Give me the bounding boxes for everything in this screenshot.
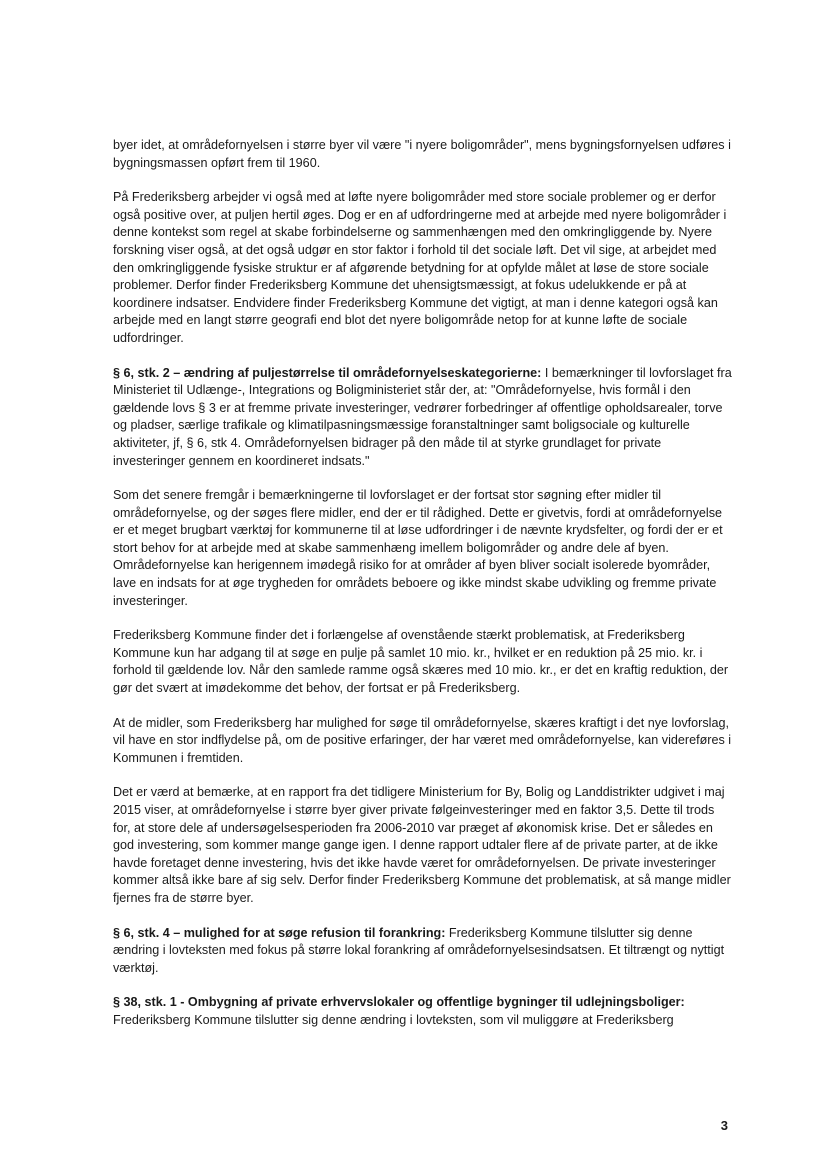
paragraph-6 xyxy=(113,715,735,768)
page-number: 3 xyxy=(720,1118,728,1133)
paragraph-text: Det er værd at bemærke, at en rapport fra det tidligere Ministerium for By, Bolig og Landdistrikter udgivet i maj 2015 viser, at områdefornyelse i større byer giver private følgeinvesteringer med en faktor 3,5. Dette til trods for, at store dele af undersøgelsesperioden fra 2006-2010 var præget af økonomisk krise. Det er således en god investering, som kommer mange gange igen. I denne rapport udtaler flere af de private parter, at de ikke havde foretaget denne investering, hvis det ikke havde været for områdefornyelsen. De private investeringer kommer altså ikke bare af sig selv. Derfor finder Frederiksberg Kommune det problematisk, at så mange midler fjernes fra de større byer. xyxy=(113,785,731,905)
paragraph-8 xyxy=(113,925,735,978)
paragraph-text: At de midler, som Frederiksberg har mulighed for søge til områdefornyelse, skæres kraftigt i det nye lovforslag, vil have en stor indflydelse på, om de positive erfaringer, der har været med områdefornyelse, kan videreføres i Kommunen i fremtiden. xyxy=(113,715,732,765)
section-heading: § 6, stk. 4 – mulighed for at søge refusion til forankring: xyxy=(113,925,446,940)
paragraph-text: På Frederiksberg arbejder vi også med at løfte nyere boligområder med store sociale problemer og er derfor også positive over, at puljen hertil øges. Dog er en af udfordringerne med at arbejde med nyere boligområder i denne kontekst som regel at skabe forbindelserne og sammenhængen med den omkringliggende by. Nyere forskning viser også, at det også udgør en stor faktor i forhold til det sociale løft. Det vil sige, at arbejdet med den omkringliggende fysiske struktur er af afgørende betydning for at opfylde målet at løse de store sociale problemer. Derfor finder Frederiksberg Kommune det uhensigtsmæssigt, at fokus udelukkende er på at koordinere indsatser. Endvidere finder Frederiksberg Kommune det vigtigt, at man i denne kategori også kan arbejde med en langt større geografi end blot det nyere boligområde netop for at kunne løfte de sociale udfordringer. xyxy=(113,190,727,345)
paragraph-text: I bemærkninger til lovforslaget fra Ministeriet til Udlænge-, Integrations og Boligministeriet står der, at: "Områdefornyelse, hvis formål i den gældende lovs § 3 er at fremme private investeringer, vedrører forbedringer af offentlige opholdsarealer, torve og pladser, særlige trafikale og klimatilpasningsmæssige foranstaltninger samt boligsociale og kulturelle aktiviteter, jf, § 6, stk 4. Områdefornyelsen bidrager på den måde til at styrke grundlaget for private investeringer gennem en koordineret indsats." xyxy=(113,365,732,468)
paragraph-2 xyxy=(113,189,735,347)
paragraph-1 xyxy=(113,137,735,172)
paragraph-9 xyxy=(113,994,735,1029)
paragraph-text: Frederiksberg Kommune tilslutter sig denne ændring i lovteksten, som vil muliggøre at Frederiksberg xyxy=(113,1012,674,1027)
paragraph-5 xyxy=(113,627,735,697)
paragraph-7 xyxy=(113,784,735,907)
paragraph-text: Som det senere fremgår i bemærkningerne til lovforslaget er der fortsat stor søgning efter midler til områdefornyelse, og der søges flere midler, end der er til rådighed. Dette er givetvis, fordi at områdefornyelse er et meget brugbart værktøj for kommunerne til at løse udfordringer i de nævnte krydsfelter, og fordi der er et stort behov for at arbejde med at skabe sammenhæng imellem boligområder og andre dele af byen. Områdefornyelse kan herigennem imødegå risiko for at områder af byen bliver socialt isolerede byområder, lave en indsats for at øge trygheden for områdets beboere og ikke mindst skabe udvikling og fremme private investeringer. xyxy=(113,488,723,608)
paragraph-text: Frederiksberg Kommune finder det i forlængelse af ovenstående stærkt problematisk, at Frederiksberg Kommune kun har adgang til at søge en pulje på samlet 10 mio. kr., hvilket er en reduktion på 25 mio. kr. i forhold til gældende lov. Når den samlede ramme også skæres med 10 mio. kr., er det en kraftig reduktion, der gør det svært at imødekomme det behov, der fortsat er på Frederiksberg. xyxy=(113,628,729,696)
paragraph-3 xyxy=(113,365,735,471)
paragraph-4 xyxy=(113,487,735,610)
paragraph-text: byer idet, at områdefornyelsen i større byer vil være "i nyere boligområder", mens bygningsfornyelsen udføres i bygningsmassen opført frem til 1960. xyxy=(113,138,731,170)
section-heading: § 6, stk. 2 – ændring af puljestørrelse til områdefornyelseskategorierne: xyxy=(113,365,542,380)
document-body xyxy=(113,137,735,1047)
paragraph-text: Frederiksberg Kommune tilslutter sig denne ændring i lovteksten med fokus på større lokal forankring af områdefornyelsesindsatsen. Et tiltrængt og nyttigt værktøj. xyxy=(113,925,725,975)
section-heading: § 38, stk. 1 - Ombygning af private erhvervslokaler og offentlige bygninger til udlejningsboliger: xyxy=(113,995,685,1010)
